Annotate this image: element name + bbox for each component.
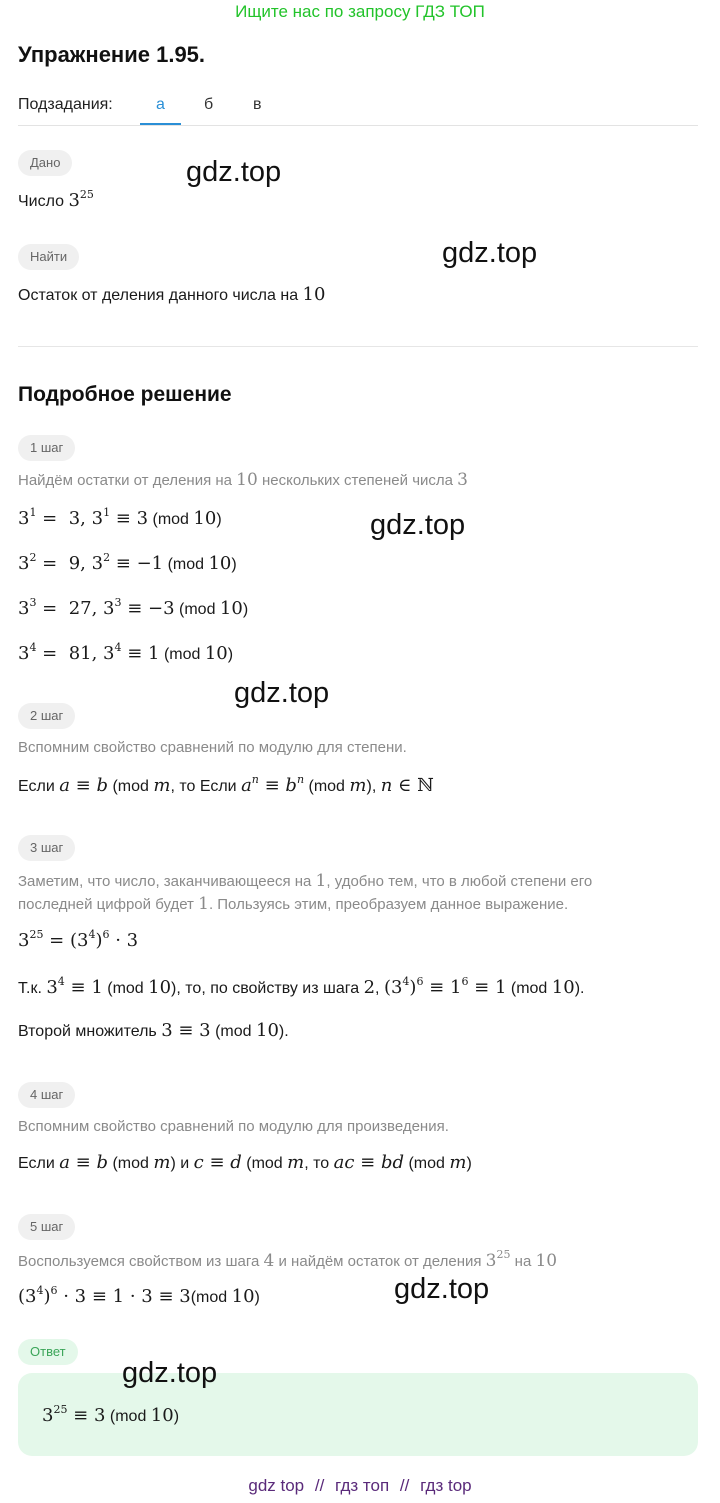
search-banner: Ищите нас по запросу ГДЗ ТОП — [235, 2, 485, 21]
answer-formula: $3^{25} \equiv 3$ (mod 10) — [42, 1403, 180, 1426]
step-3-hint-2: последней цифрой будет 1. Пользуясь этим, преобразуем данное выражение. — [18, 894, 569, 914]
footer-links — [0, 1476, 720, 1496]
step-3-formula-3: Второй множитель 3 ≡ 3 (mod 10). — [18, 1020, 289, 1041]
tab-a[interactable]: а — [156, 96, 165, 113]
footer-separator: // — [314, 1476, 325, 1495]
step-5-badge: 5 шаг — [18, 1214, 75, 1240]
find-text: Остаток от деления данного числа на 10 — [18, 284, 326, 305]
step-2-hint: Вспомним свойство сравнений по модулю для степени. — [18, 739, 407, 756]
watermark: gdz.top — [186, 156, 282, 188]
step-1-line-4: $3^4 = 81$, $3^4 \equiv 1$ (mod 10) — [18, 641, 234, 664]
footer-link-gdz-top[interactable]: gdz top — [248, 1476, 305, 1495]
step-4-badge: 4 шаг — [18, 1082, 75, 1108]
tab-b[interactable]: б — [204, 96, 214, 113]
step-4-hint: Вспомним свойство сравнений по модулю для произведения. — [18, 1118, 449, 1135]
footer-separator: // — [399, 1476, 410, 1495]
watermark: gdz.top — [122, 1357, 218, 1389]
given-badge: Дано — [18, 150, 72, 176]
tabs-divider — [18, 125, 698, 126]
page-title: Упражнение 1.95. — [18, 42, 206, 67]
footer-link-gdz-top-mixed[interactable]: гдз top — [420, 1476, 472, 1495]
step-1-line-2: $3^2 = 9$, $3^2 \equiv -1$ (mod 10) — [18, 551, 237, 574]
step-3-hint-1: Заметим, что число, заканчивающееся на 1, удобно тем, что в любой степени его — [18, 871, 593, 891]
answer-badge: Ответ — [18, 1339, 78, 1365]
step-5-hint: Воспользуемся свойством из шага 4 и найдём остаток от деления $3^{25}$ на 10 — [18, 1248, 558, 1271]
step-3-formula-2: Т.к. $3^4 \equiv 1$ (mod 10), то, по свойству из шага 2, $(3^4)^6 \equiv 1^6 \equiv 1$ (mod 10). — [18, 975, 585, 998]
step-4-formula: Если a ≡ b (mod m) и c ≡ d (mod m, то ac ≡ bd (mod m) — [18, 1152, 472, 1173]
find-badge: Найти — [18, 244, 79, 270]
tab-v[interactable]: в — [253, 96, 262, 113]
step-3-badge: 3 шаг — [18, 835, 75, 861]
watermark: gdz.top — [442, 237, 538, 269]
solution-title: Подробное решение — [18, 383, 232, 406]
watermark: gdz.top — [394, 1273, 490, 1305]
step-5-formula: $(3^4)^6 \cdot 3 \equiv 1 \cdot 3 \equiv 3(mod$ 10) — [18, 1284, 260, 1307]
given-text: Число $3^{25}$ — [18, 188, 94, 211]
step-1-badge: 1 шаг — [18, 435, 75, 461]
watermark: gdz.top — [234, 677, 330, 709]
step-2-badge: 2 шаг — [18, 703, 75, 729]
step-1-hint: Найдём остатки от деления на 10 нескольких степеней числа 3 — [18, 470, 468, 490]
step-1-line-3: $3^3 = 27$, $3^3 \equiv -3$ (mod 10) — [18, 596, 249, 619]
step-2-formula: Если a ≡ b (mod m, то Если $a^n \equiv b^n$ (mod m), n ∈ ℕ — [18, 773, 434, 796]
step-1-line-1: $3^1 = 3$, $3^1 \equiv 3$ (mod 10) — [18, 506, 222, 529]
step-3-formula-1: $3^{25} = (3^4)^6 \cdot 3$ — [18, 928, 139, 951]
subtasks-label: Подзадания: — [18, 96, 113, 113]
watermark: gdz.top — [370, 509, 466, 541]
section-divider — [18, 346, 698, 347]
footer-link-gdz-top-ru[interactable]: гдз топ — [335, 1476, 390, 1495]
